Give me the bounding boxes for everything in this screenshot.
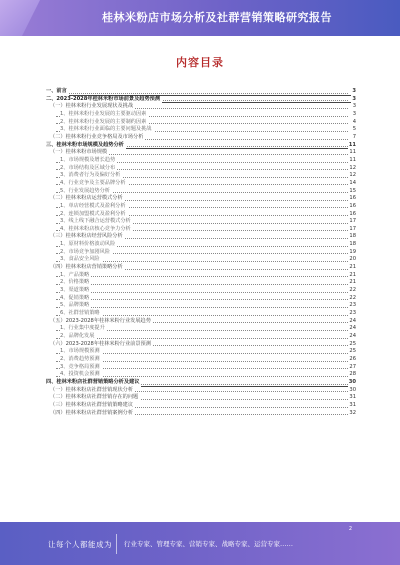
toc-entry-page: 12 (349, 164, 356, 171)
toc-entry-title: 2、桂林米粉行业发展的主要制约因素 (60, 118, 147, 125)
toc-entry[interactable] (46, 264, 356, 272)
toc-entry[interactable] (46, 279, 356, 287)
toc-entry-page: 27 (349, 363, 356, 370)
toc-leader-dots (56, 284, 348, 285)
toc-entry-title: 1、市场规模及增长趋势 (60, 156, 116, 163)
toc-entry-page: 21 (349, 271, 356, 278)
toc-entry-page: 18 (349, 241, 356, 248)
toc-entry-page: 23 (349, 302, 356, 309)
toc-entry-title: 5、品牌策略 (60, 302, 90, 309)
toc-entry-page: 23 (349, 310, 356, 317)
report-title: 桂林米粉店市场分析及社群营销策略研究报告 (102, 11, 332, 24)
toc-entry[interactable] (46, 379, 356, 387)
toc-entry[interactable] (46, 134, 356, 142)
toc-entry-title: （一）桂林米粉行业发展现状及挑战 (50, 103, 134, 110)
toc-entry-page: 32 (349, 409, 356, 416)
toc-entry-page: 5 (352, 126, 356, 133)
toc-leader-dots (56, 276, 348, 277)
toc-entry-title: （二）桂林米粉行业竞争格局及市场分析 (50, 133, 144, 140)
toc-entry[interactable] (46, 348, 356, 356)
toc-entry-title: 1、产品策略 (60, 271, 90, 278)
toc-entry-page: 15 (349, 187, 356, 194)
toc-entry-page: 21 (349, 264, 356, 271)
toc-entry[interactable] (46, 157, 356, 165)
toc-entry-page: 26 (349, 355, 356, 362)
toc-heading: 内容目录 (176, 56, 224, 69)
toc-entry[interactable] (46, 256, 356, 264)
toc-entry-page: 3 (352, 95, 356, 102)
toc-entry-page: 3 (352, 88, 356, 94)
toc-entry-page: 31 (349, 394, 356, 401)
toc-entry[interactable] (46, 103, 356, 111)
toc-entry-page: 19 (349, 248, 356, 255)
toc-entry[interactable] (46, 149, 356, 157)
toc-entry[interactable] (46, 218, 356, 226)
toc-entry-title: 2、连锁加盟模式及盈利分析 (60, 210, 126, 217)
toc-entry-title: 2、价格策略 (60, 279, 90, 286)
toc-entry-page: 17 (349, 218, 356, 225)
toc-entry-page: 22 (349, 294, 356, 301)
toc-entry[interactable] (46, 287, 356, 295)
toc-entry-page: 22 (349, 287, 356, 294)
toc-entry[interactable] (46, 295, 356, 303)
toc-leader-dots (56, 299, 348, 300)
toc-entry-title: 1、市场规模预测 (60, 348, 100, 355)
toc-entry-title: （二）桂林米粉店社群营销存在的问题 (50, 394, 139, 401)
toc-entry-title: （三）桂林米粉店经营风险分析 (50, 233, 123, 240)
toc-entry[interactable] (46, 310, 356, 318)
toc-entry-page: 20 (349, 256, 356, 263)
toc-entry-title: （六）2023-2028年桂林米粉行业前景预测 (50, 340, 151, 347)
toc-entry-title: 2、市场结构及区域分布 (60, 164, 116, 171)
toc-entry-title: 1、桂林米粉行业发展的主要驱动因素 (60, 110, 147, 117)
toc-leader-dots (56, 307, 348, 308)
toc-entry-title: 3、桂林米粉行业面临的主要问题及挑战 (60, 126, 152, 133)
toc-entry-title: （一）桂林米粉市场规模 (50, 149, 108, 156)
toc-entry-page: 24 (349, 333, 356, 339)
toc-entry-page: 30 (349, 386, 356, 393)
report-header-banner (0, 0, 400, 36)
toc-entry-title: （一）桂林米粉店社群营销现状分析 (50, 386, 134, 393)
toc-entry[interactable] (46, 233, 356, 241)
toc-entry[interactable] (46, 241, 356, 249)
toc-entry[interactable] (46, 333, 356, 341)
toc-entry-page: 16 (349, 195, 356, 202)
toc-entry-page: 18 (349, 233, 356, 240)
toc-entry-page: 28 (349, 371, 356, 378)
toc-entry-page: 31 (349, 401, 356, 408)
toc-entry-title: 三、桂林米粉市场规模及趋势分析 (46, 141, 124, 148)
toc-entry[interactable] (46, 410, 356, 418)
toc-entry-page: 3 (352, 103, 356, 110)
toc-entry-page: 16 (349, 210, 356, 217)
footer-divider (116, 534, 117, 554)
table-of-contents (46, 88, 356, 417)
toc-entry[interactable] (46, 180, 356, 188)
toc-entry-title: 3、渠道策略 (60, 287, 90, 294)
toc-entry-title: 一、前言 (46, 88, 67, 94)
toc-entry[interactable] (46, 111, 356, 119)
toc-entry-page: 14 (349, 179, 356, 186)
toc-entry-page: 24 (349, 317, 356, 324)
toc-entry[interactable] (46, 371, 356, 379)
toc-entry-title: 2、消费趋势预测 (60, 355, 100, 362)
toc-entry-page: 11 (349, 149, 356, 156)
toc-entry-page: 24 (349, 325, 356, 332)
toc-entry-page: 12 (349, 172, 356, 179)
toc-entry-title: 4、促销策略 (60, 294, 90, 301)
toc-entry[interactable] (46, 211, 356, 219)
footer-slogan: 让每个人都能成为 (48, 540, 112, 549)
toc-entry-title: 四、桂林米粉店社群营销策略分析及建议 (46, 378, 140, 385)
toc-entry-page: 25 (349, 348, 356, 355)
toc-entry-page: 30 (348, 378, 356, 385)
toc-entry[interactable] (46, 195, 356, 203)
toc-leader-dots (56, 292, 348, 293)
footer-banner (0, 522, 400, 565)
toc-entry-title: （二）桂林米粉店运营模式分析 (50, 195, 123, 202)
toc-entry-title: 二、2023-2028年桂林米粉市场前景及趋势预测 (46, 95, 161, 102)
toc-entry[interactable] (46, 302, 356, 310)
toc-entry-title: 4、行业竞争及主要品牌分析 (60, 179, 126, 186)
toc-entry-page: 17 (349, 225, 356, 232)
header-decoration (0, 0, 40, 36)
toc-entry-page: 25 (349, 340, 356, 347)
toc-entry-page: 7 (352, 133, 356, 140)
toc-entry-title: 4、桂林米粉店核心竞争力分析 (60, 225, 131, 232)
toc-entry[interactable] (46, 126, 356, 134)
toc-entry-page: 11 (348, 141, 356, 148)
toc-entry-title: （四）桂林米粉店社群营销案例分析 (50, 409, 134, 416)
toc-entry-title: 3、食品安全风险 (60, 256, 100, 263)
toc-entry-page: 4 (352, 118, 356, 125)
toc-leader-dots (56, 338, 348, 339)
toc-entry-title: 3、消费者行为及偏好分析 (60, 172, 121, 179)
toc-entry-title: （四）桂林米粉店营销策略分析 (50, 264, 123, 271)
toc-entry-title: 2、市场竞争加剧风险 (60, 248, 110, 255)
toc-entry-title: 1、原材料价格波动风险 (60, 241, 116, 248)
toc-entry[interactable] (46, 272, 356, 280)
toc-entry-title: 3、竞争格局预测 (60, 363, 100, 370)
toc-entry-title: 1、单店经营模式及盈利分析 (60, 202, 126, 209)
toc-entry-title: 1、行业集中度提升 (60, 325, 105, 332)
toc-entry-title: 4、投资机会预测 (60, 371, 100, 378)
toc-entry-title: 2、品牌化发展 (60, 333, 95, 339)
toc-entry[interactable] (46, 325, 356, 333)
footer-tagline: 行业专家、管理专家、营销专家、战略专家、运营专家…… (124, 540, 293, 548)
toc-entry-page: 11 (349, 156, 356, 163)
toc-entry-page: 16 (349, 202, 356, 209)
toc-entry[interactable] (46, 172, 356, 180)
toc-entry-title: （五）2023-2028年桂林米粉行业发展趋势 (50, 317, 151, 324)
toc-entry[interactable] (46, 203, 356, 211)
toc-entry-title: 3、线上线下融合运营模式分析 (60, 218, 131, 225)
toc-entry-title: 5、行业发展趋势分析 (60, 187, 110, 194)
toc-entry-page: 3 (352, 110, 356, 117)
page-number: 2 (348, 526, 352, 532)
toc-leader-dots (56, 93, 348, 94)
toc-entry[interactable] (46, 88, 356, 96)
toc-entry[interactable] (46, 394, 356, 402)
toc-entry-title: （三）桂林米粉店社群营销策略建议 (50, 401, 134, 408)
toc-entry-page: 21 (349, 279, 356, 286)
toc-entry[interactable] (46, 356, 356, 364)
toc-entry[interactable] (46, 402, 356, 410)
toc-entry-title: 6、社群营销策略 (60, 310, 100, 317)
